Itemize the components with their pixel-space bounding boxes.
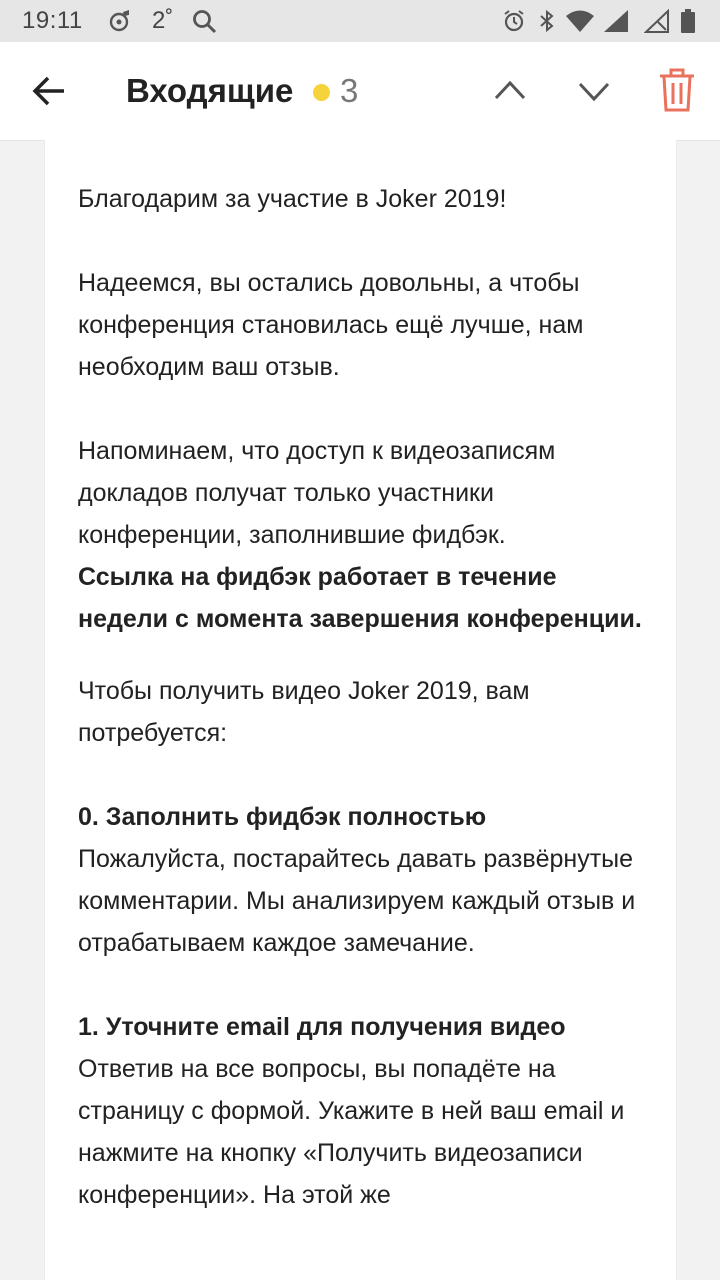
mail-toolbar — [0, 42, 720, 141]
wifi-icon — [565, 9, 595, 33]
alarm-icon — [502, 9, 526, 33]
unread-count: 3 — [340, 72, 359, 109]
back-arrow-icon[interactable] — [32, 75, 66, 107]
message-intro: Благодарим за участие в Joker 2019! — [78, 185, 507, 213]
message-paragraph-2: Напоминаем, что доступ к видеозаписям докладов получат только участники конференции, заполнившие фидбэк. — [78, 437, 556, 549]
no-signal-icon — [644, 9, 670, 33]
next-message-icon[interactable] — [577, 81, 611, 103]
step-0-text: Пожалуйста, постарайтесь давать развёрнутые комментарии. Мы анализируем каждый отзыв и отрабатываем каждое замечание. — [78, 845, 636, 957]
message-card — [44, 140, 677, 1280]
message-paragraph-3: Чтобы получить видео Joker 2019, вам потребуется: — [78, 677, 530, 747]
search-icon — [192, 9, 218, 35]
message-paragraph-2-bold: Ссылка на фидбэк работает в течение недели с момента завершения конференции. — [78, 563, 642, 633]
status-bar — [0, 0, 720, 42]
page-title: Входящие — [126, 72, 294, 109]
bluetooth-icon — [538, 9, 556, 33]
status-time: 19:11 — [22, 7, 83, 34]
message-paragraph-1: Надеемся, вы остались довольны, а чтобы конференция становилась ещё лучше, нам необходим ваш отзыв. — [78, 269, 584, 381]
delete-trash-icon[interactable] — [659, 68, 695, 112]
status-temperature: 2˚ — [152, 7, 174, 34]
step-1-title: 1. Уточните email для получения видео — [78, 1013, 566, 1041]
step-0-title: 0. Заполнить фидбэк полностью — [78, 803, 487, 831]
music-icon — [108, 9, 132, 33]
signal-icon — [603, 9, 629, 33]
previous-message-icon[interactable] — [493, 79, 527, 101]
message-body — [78, 178, 648, 1216]
step-1-text: Ответив на все вопросы, вы попадёте на страницу с формой. Укажите в ней ваш email и нажмите на кнопку «Получить видеозаписи конференции». На этой же — [78, 1055, 625, 1209]
battery-icon — [681, 9, 695, 33]
unread-indicator — [313, 84, 330, 101]
